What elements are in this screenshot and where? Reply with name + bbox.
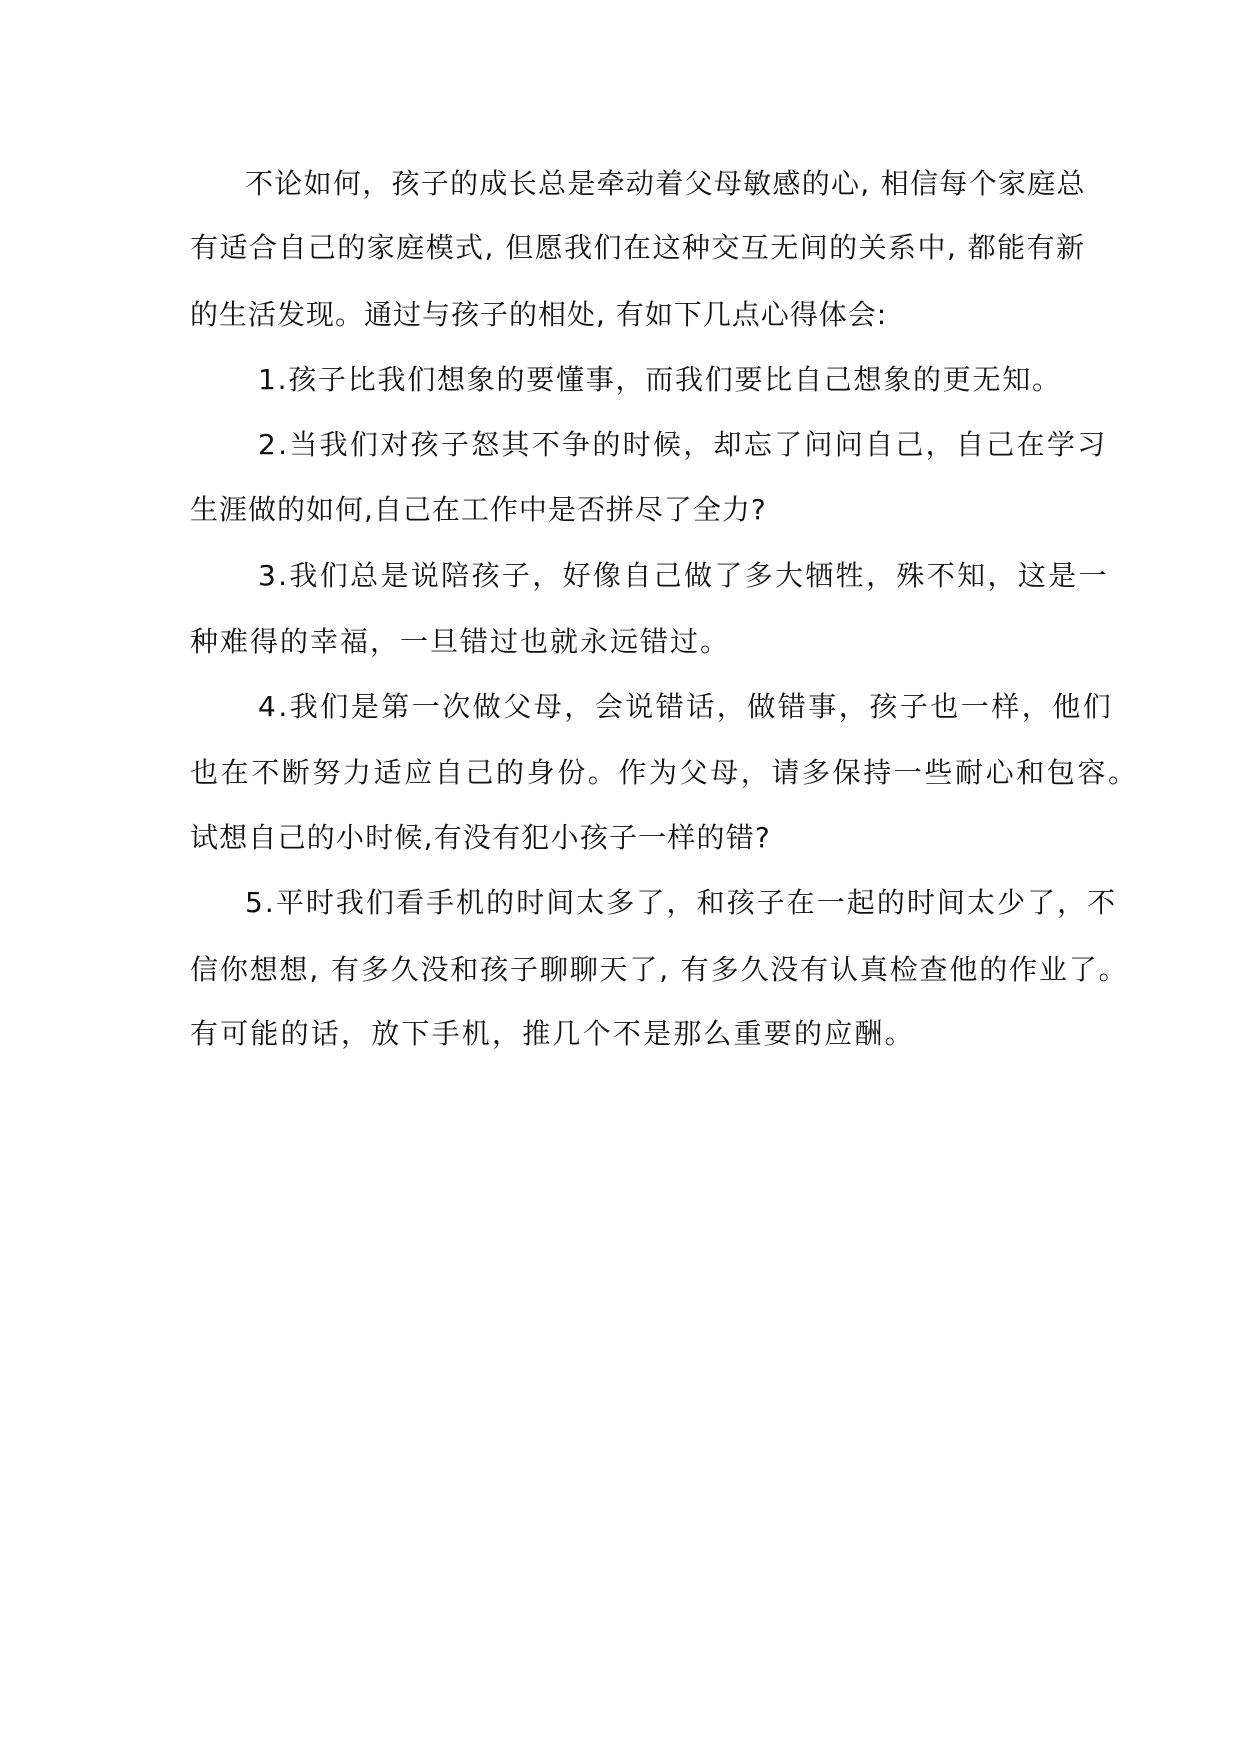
item-4-line-3: 试想自己的小时候,有没有犯小孩子一样的错?	[190, 821, 771, 854]
item-1-line-1: 1.孩子比我们想象的要懂事，而我们要比自己想象的更无知。	[258, 363, 1062, 396]
item-2-line-1: 2.当我们对孩子怒其不争的时候，却忘了问问自己，自己在学习	[258, 428, 1108, 461]
intro-line-2: 有适合自己的家庭模式, 但愿我们在这种交互无间的关系中, 都能有新	[190, 231, 1086, 264]
item-3-line-2: 种难得的幸福，一旦错过也就永远错过。	[190, 625, 731, 658]
item-3-line-1: 3.我们总是说陪孩子，好像自己做了多大牺牲，殊不知，这是一	[258, 559, 1109, 592]
item-2-line-2: 生涯做的如何,自己在工作中是否拼尽了全力?	[190, 493, 767, 526]
intro-line-1: 不论如何，孩子的成长总是牵动着父母敏感的心, 相信每个家庭总	[245, 167, 1086, 200]
item-5-line-2: 信你想想, 有多久没和孩子聊聊天了, 有多久没有认真检查他的作业了。	[190, 953, 1129, 986]
item-4-line-1: 4.我们是第一次做父母，会说错话，做错事，孩子也一样，他们	[258, 690, 1114, 723]
item-5-line-3: 有可能的话，放下手机，推几个不是那么重要的应酬。	[190, 1017, 915, 1050]
item-4-line-2: 也在不断努力适应自己的身份。作为父母，请多保持一些耐心和包容。	[190, 756, 1139, 789]
intro-line-3: 的生活发现。通过与孩子的相处, 有如下几点心得体会:	[190, 298, 888, 331]
item-5-line-1: 5.平时我们看手机的时间太多了，和孩子在一起的时间太少了，不	[245, 886, 1118, 919]
